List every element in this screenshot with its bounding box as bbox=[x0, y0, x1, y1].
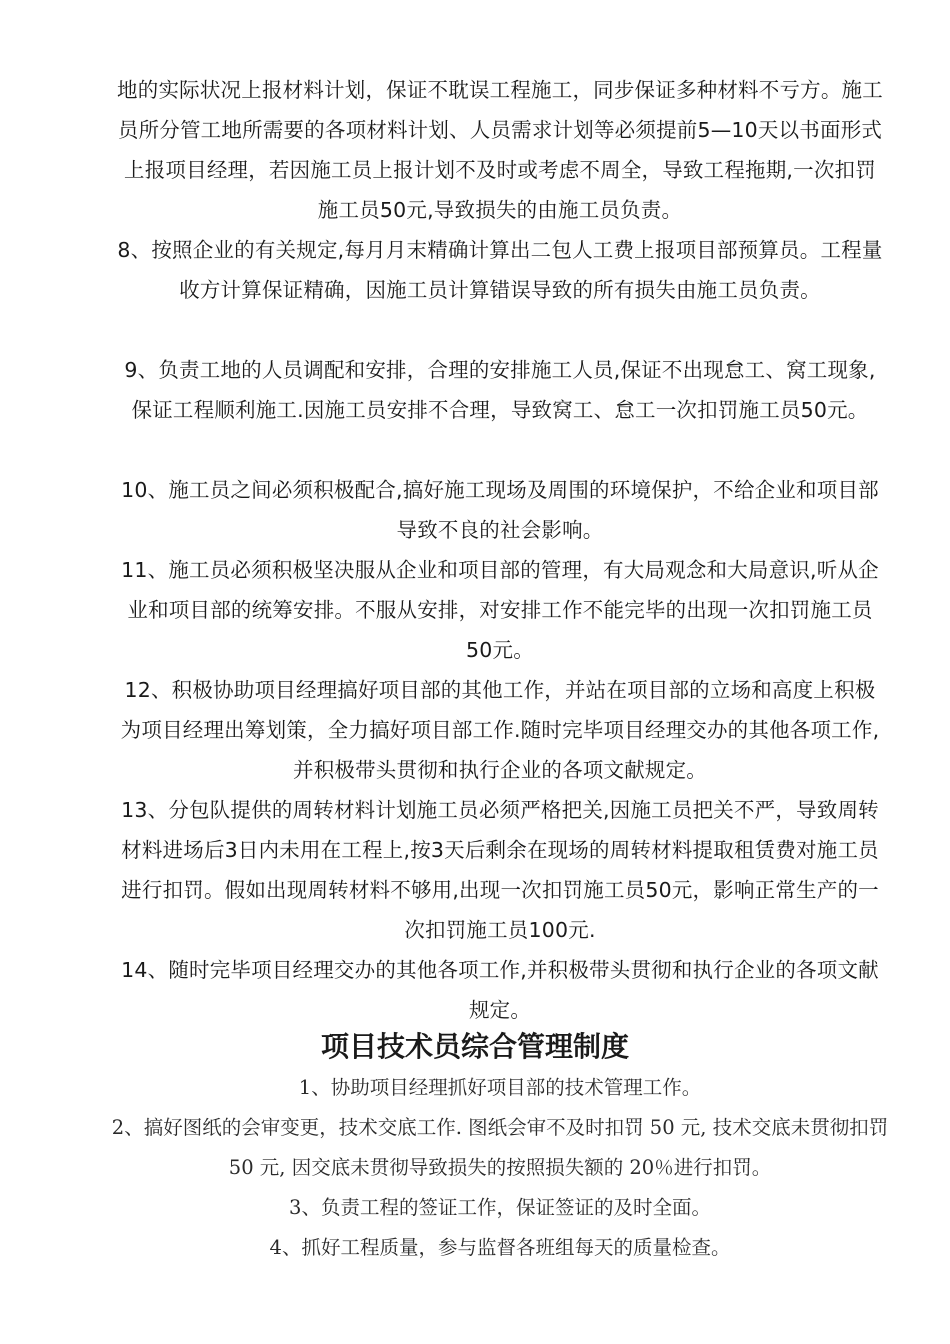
paragraph-item-11: 11、施工员必须积极坚决服从企业和项目部的管理，有大局观念和大局意识,听从企业和项目部的统筹安排。不服从安排，对安排工作不能完毕的出现一次扣罚施工员50元。 bbox=[121, 558, 879, 662]
paragraph-item-14: 14、随时完毕项目经理交办的其他各项工作,并积极带头贯彻和执行企业的各项文献规定。 bbox=[121, 958, 879, 1022]
tech-item-2: 2、搞好图纸的会审变更，技术交底工作. 图纸会审不及时扣罚 50 元, 技术交底未贯彻扣罚 50 元, 因交底未贯彻导致损失的按照损失额的 20％进行扣罚。 bbox=[111, 1116, 889, 1179]
paragraph-item-9: 9、负责工地的人员调配和安排，合理的安排施工人员,保证不出现怠工、窝工现象,保证工程顺利施工.因施工员安排不合理，导致窝工、怠工一次扣罚施工员50元。 bbox=[124, 358, 876, 422]
paragraph-item-13: 13、分包队提供的周转材料计划施工员必须严格把关,因施工员把关不严，导致周转材料进场后3日内未用在工程上,按3天后剩余在现场的周转材料提取租赁费对施工员进行扣罚。假如出现周转材料不够用,出现一次扣罚施工员50元，影响正常生产的一次扣罚施工员100元. bbox=[121, 798, 879, 942]
paragraph-materials-plan: 地的实际状况上报材料计划，保证不耽误工程施工，同步保证多种材料不亏方。施工员所分管工地所需要的各项材料计划、人员需求计划等必须提前5—10天以书面形式上报项目经理，若因施工员上报计划不及时或考虑不周全，导致工程拖期,一次扣罚施工员50元,导致损失的由施工员负责。 bbox=[117, 78, 883, 222]
section-title: 项目技术员综合管理制度 bbox=[320, 1030, 629, 1063]
tech-item-1: 1、协助项目经理抓好项目部的技术管理工作。 bbox=[298, 1076, 702, 1099]
paragraph-item-12: 12、积极协助项目经理搞好项目部的其他工作，并站在项目部的立场和高度上积极为项目经理出筹划策，全力搞好项目部工作.随时完毕项目经理交办的其他各项工作,并积极带头贯彻和执行企业的各项文献规定。 bbox=[120, 678, 880, 782]
paragraph-item-8: 8、按照企业的有关规定,每月月末精确计算出二包人工费上报项目部预算员。工程量收方计算保证精确，因施工员计算错误导致的所有损失由施工员负责。 bbox=[117, 238, 883, 302]
tech-item-4: 4、抓好工程质量，参与监督各班组每天的质量检查。 bbox=[269, 1236, 731, 1259]
tech-item-3: 3、负责工程的签证工作，保证签证的及时全面。 bbox=[289, 1196, 711, 1219]
paragraph-item-10: 10、施工员之间必须积极配合,搞好施工现场及周围的环境保护，不给企业和项目部导致不良的社会影响。 bbox=[121, 478, 879, 542]
